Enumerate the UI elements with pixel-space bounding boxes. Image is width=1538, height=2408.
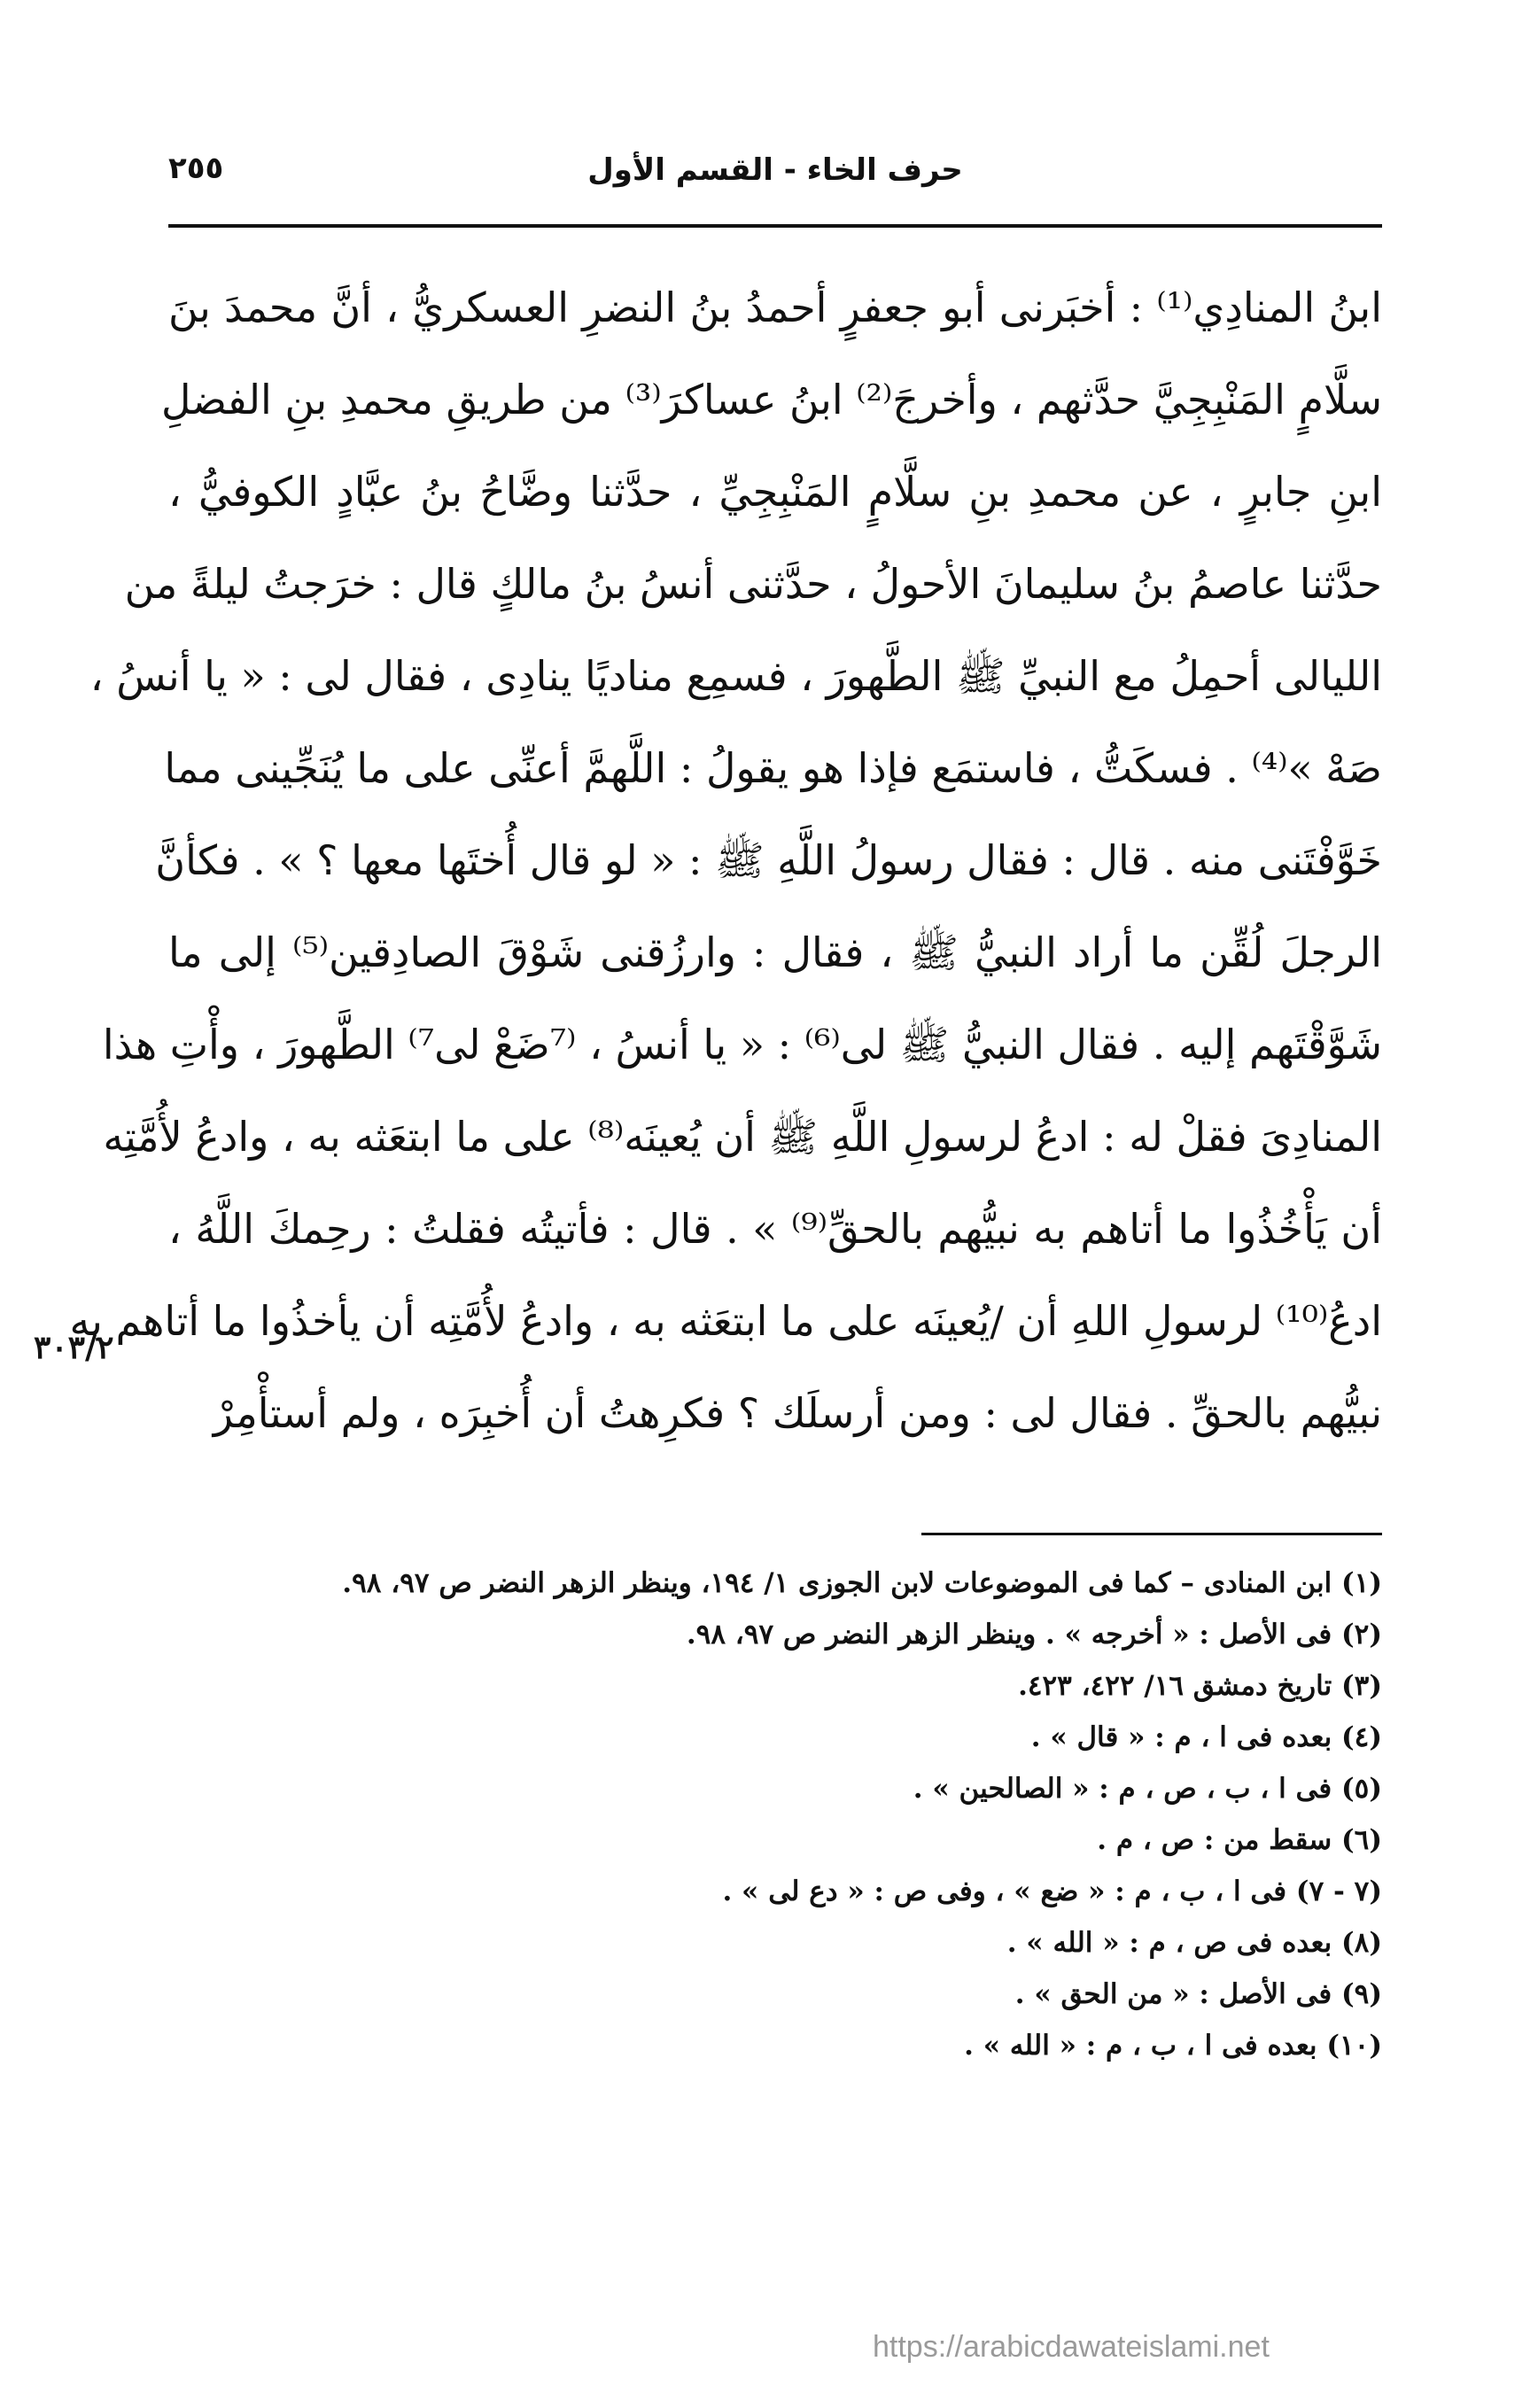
footnote: (٦) سقط من : ص ، م . — [1097, 1824, 1382, 1856]
text-line: ابنُ المنادِي⁽¹⁾ : أخبَرنى أبو جعفرٍ أحمدُ بنُ النضرِ العسكريُّ ، أنَّ محمدَ بنَ — [168, 284, 1382, 331]
header-rule — [168, 224, 1382, 228]
footnote: (٥) فى ا ، ب ، ص ، م : « الصالحين » . — [913, 1773, 1382, 1805]
watermark-url: https://arabicdawateislami.net — [873, 2330, 1270, 2364]
text-line: ادعُ⁽¹⁰⁾ لرسولِ اللهِ أن /يُعينَه على ما ابتعَثه به ، وادعُ لأُمَّتِه أن يأخذُوا ما أتاهم به — [69, 1297, 1382, 1345]
footnote: (٨) بعده فى ص ، م : « الله » . — [1006, 1927, 1382, 1959]
running-head: حرف الخاء - القسم الأول — [587, 152, 963, 188]
text-line: حدَّثنا عاصمُ بنُ سليمانَ الأحولُ ، حدَّثنى أنسُ بنُ مالكٍ قال : خرَجتُ ليلةً من — [124, 560, 1382, 608]
text-line: خَوَّفْتَنى منه . قال : فقال رسولُ اللَّهِ ﷺ : « لو قال أُختَها معها ؟ » . فكأنَّ — [155, 836, 1382, 884]
page-number: ٢٥٥ — [168, 151, 224, 186]
footnote: (٣) تاريخ دمشق ١٦/ ٤٢٢، ٤٢٣. — [1018, 1670, 1382, 1702]
text-line: أن يَأْخُذُوا ما أتاهم به نبيُّهم بالحقِّ⁽⁹⁾ » . قال : فأتيتُه فقلتُ : رحِمكَ اللَّهُ ، — [168, 1205, 1382, 1253]
text-line: صَهْ »⁽⁴⁾ . فسكَتُّ ، فاستمَع فإذا هو يقولُ : اللَّهمَّ أعنِّى على ما يُنَجِّينى مما — [164, 744, 1382, 792]
text-line: شَوَّقْتَهم إليه . فقال النبيُّ ﷺ لى⁽⁶⁾ : « يا أنسُ ، ⁽⁷ضَعْ لى⁷⁾ الطَّهورَ ، وأْتِ هذا — [102, 1021, 1382, 1068]
footnote: (٢) فى الأصل : « أخرجه » . وينظر الزهر النضر ص ٩٧، ٩٨. — [686, 1619, 1382, 1651]
text-line: المنادِىَ فقلْ له : ادعُ لرسولِ اللَّهِ ﷺ أن يُعينَه⁽⁸⁾ على ما ابتعَثه به ، وادعُ لأُمَّتِه — [103, 1113, 1382, 1161]
text-line: الليالى أحمِلُ مع النبيِّ ﷺ الطَّهورَ ، فسمِع مناديًا ينادِى ، فقال لى : « يا أنسُ ، — [89, 652, 1382, 700]
text-line: سلَّامٍ المَنْبِجِيَّ حدَّثهم ، وأخرجَ⁽²⁾ ابنُ عساكرَ⁽³⁾ من طريقِ محمدِ بنِ الفضلِ — [160, 376, 1382, 423]
footnote: (٩) فى الأصل : « من الحق » . — [1014, 1978, 1382, 2010]
footnotes — [168, 1557, 1382, 2071]
footnote: (٧ - ٧) فى ا ، ب ، م : « ضع » ، وفى ص : « دع لى » . — [722, 1876, 1382, 1907]
text-line: ابنِ جابرٍ ، عن محمدِ بنِ سلَّامٍ المَنْبِجِيِّ ، حدَّثنا وضَّاحُ بنُ عبَّادٍ الكوفيُّ ، — [168, 468, 1382, 516]
page-header — [168, 151, 1382, 204]
text-line: نبيُّهم بالحقِّ . فقال لى : ومن أرسلَك ؟ فكرِهتُ أن أُخبِرَه ، ولم أستأْمِرْ — [213, 1389, 1382, 1437]
footnote: (٤) بعده فى ا ، م : « قال » . — [1030, 1721, 1382, 1753]
footnote: (١) ابن المنادى – كما فى الموضوعات لابن الجوزى ١/ ١٩٤، وينظر الزهر النضر ص ٩٧، ٩٨. — [342, 1567, 1382, 1599]
margin-reference: ٣٠٣/٢ — [34, 1329, 114, 1366]
footnote: (١٠) بعده فى ا ، ب ، م : « الله » . — [964, 2030, 1382, 2062]
text-line: الرجلَ لُقِّن ما أراد النبيُّ ﷺ ، فقال : وارزُقنى شَوْقَ الصادِقين⁽⁵⁾ إلى ما — [168, 928, 1382, 976]
footnote-rule — [921, 1533, 1382, 1535]
